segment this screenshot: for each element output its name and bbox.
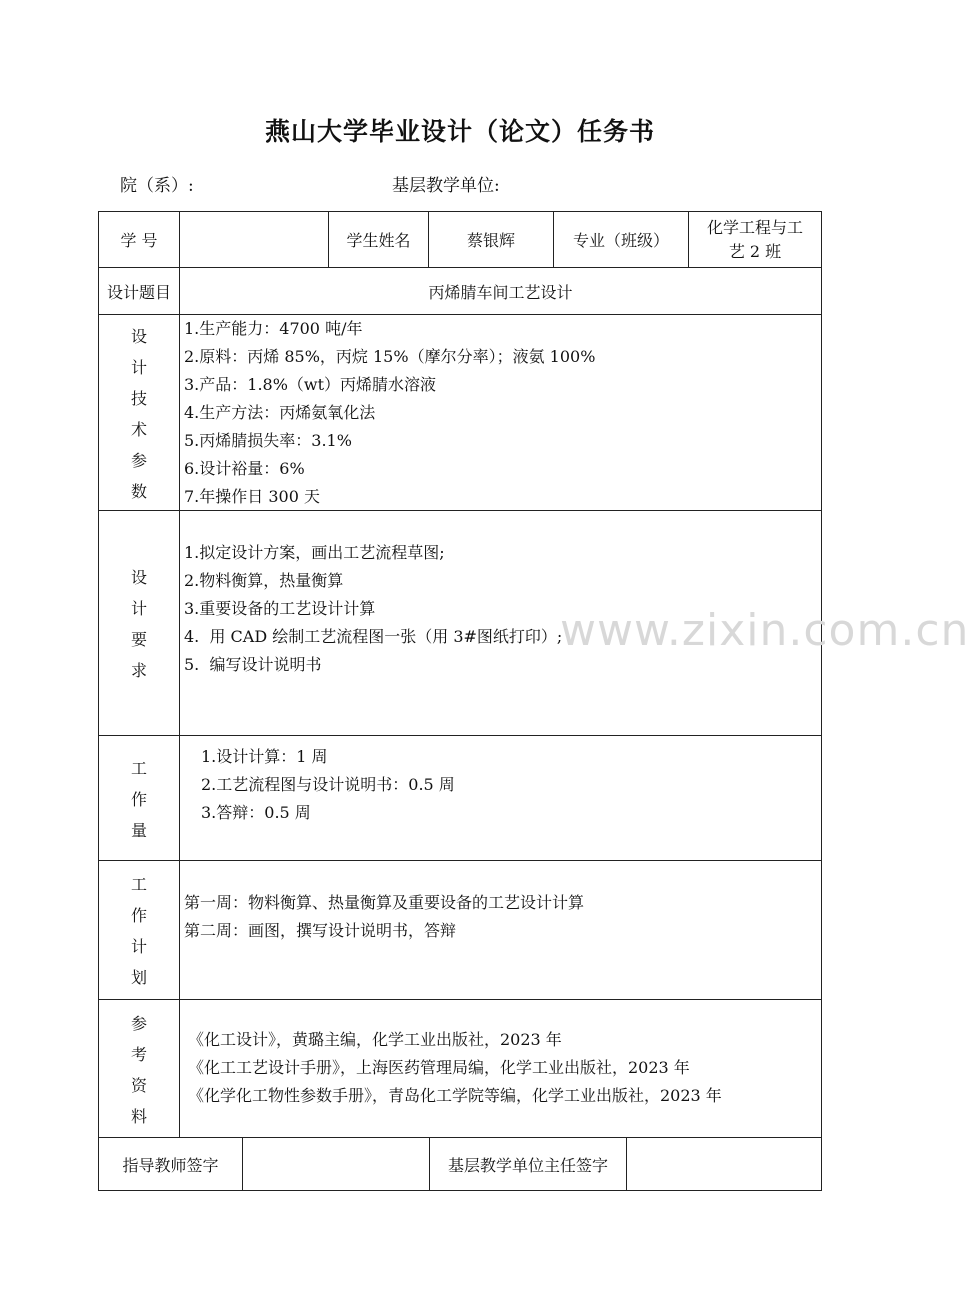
requirements-item: 1.拟定设计方案，画出工艺流程草图; [184, 543, 445, 562]
references-item: 《化工设计》，黄璐主编，化学工业出版社，2023 年 [188, 1030, 562, 1049]
params-item: 7.年操作日 300 天 [184, 487, 320, 506]
params-label-char: 技 [130, 388, 147, 408]
workload-label-char: 工 [130, 758, 147, 778]
references-item: 《化工工艺设计手册》，上海医药管理局编，化学工业出版社，2023 年 [188, 1058, 690, 1077]
plan-label-char: 划 [130, 968, 147, 987]
params-item: 5.丙烯腈损失率：3.1% [184, 431, 352, 450]
document-title: 燕山大学毕业设计（论文）任务书 [264, 117, 655, 146]
student-name-label: 学生姓名 [328, 211, 429, 268]
references-label-char: 考 [130, 1044, 147, 1064]
plan-item: 第一周：物料衡算、热量衡算及重要设备的工艺设计计算 [184, 893, 585, 912]
params-item: 1.生产能力：4700 吨/年 [184, 319, 363, 338]
params-label [98, 314, 180, 511]
topic-value: 丙烯腈车间工艺设计 [179, 267, 822, 315]
advisor-signature-field[interactable] [242, 1137, 430, 1191]
student-id-label: 学 号 [98, 211, 180, 268]
params-content [179, 314, 822, 511]
references-label-char: 参 [130, 1013, 147, 1033]
params-label-char: 数 [130, 481, 147, 501]
student-name-value: 蔡银辉 [428, 211, 554, 268]
requirements-label-char: 要 [130, 630, 147, 649]
requirements-item: 5. 编写设计说明书 [184, 655, 322, 674]
plan-label-char: 作 [130, 906, 147, 925]
director-signature-label: 基层教学单位主任签字 [429, 1137, 627, 1191]
params-item: 6.设计裕量：6% [184, 459, 305, 478]
references-content [179, 999, 822, 1138]
workload-label [98, 735, 180, 861]
params-label-char: 术 [130, 419, 147, 439]
requirements-item: 3.重要设备的工艺设计计算 [184, 599, 376, 618]
requirements-label-char: 计 [130, 599, 147, 618]
student-id-value[interactable] [179, 211, 329, 268]
plan-item: 第二周：画图，撰写设计说明书，答辩 [184, 921, 457, 940]
watermark: www.zixin.com.cn [560, 605, 969, 656]
workload-label-char: 作 [130, 789, 147, 809]
references-label [98, 999, 180, 1138]
workload-item: 1.设计计算：1 周 [201, 747, 328, 766]
department-label: 院（系）: [120, 176, 194, 196]
requirements-item: 2.物料衡算，热量衡算 [184, 571, 344, 590]
plan-label-char: 计 [130, 937, 147, 956]
params-item: 4.生产方法：丙烯氨氧化法 [184, 403, 376, 422]
workload-item: 3.答辩：0.5 周 [201, 803, 311, 822]
params-label-char: 计 [130, 357, 147, 377]
advisor-signature-label: 指导教师签字 [98, 1137, 243, 1191]
params-item: 3.产品：1.8%（wt）丙烯腈水溶液 [184, 375, 437, 394]
major-value-line-2: 艺 2 班 [728, 241, 782, 261]
director-signature-field[interactable] [626, 1137, 822, 1191]
workload-item: 2.工艺流程图与设计说明书：0.5 周 [201, 775, 455, 794]
requirements-item: 4. 用 CAD 绘制工艺流程图一张（用 3#图纸打印）; [184, 627, 563, 646]
params-label-char: 设 [130, 326, 147, 346]
references-label-char: 料 [130, 1106, 147, 1126]
workload-label-char: 量 [130, 820, 147, 840]
requirements-label-char: 求 [130, 661, 147, 680]
requirements-label-char: 设 [130, 568, 147, 587]
plan-content [179, 860, 822, 1000]
params-label-char: 参 [130, 450, 147, 470]
workload-content [179, 735, 822, 861]
plan-label [98, 860, 180, 1000]
references-item: 《化学化工物性参数手册》，青岛化工学院等编，化学工业出版社，2023 年 [188, 1086, 722, 1105]
unit-label: 基层教学单位: [392, 176, 500, 196]
params-item: 2.原料：丙烯 85%，丙烷 15%（摩尔分率）；液氨 100% [184, 347, 596, 366]
major-value [688, 211, 822, 268]
major-value-line-1: 化学工程与工 [706, 217, 803, 237]
requirements-label [98, 510, 180, 736]
topic-label: 设计题目 [98, 267, 180, 315]
references-label-char: 资 [130, 1075, 147, 1095]
major-label: 专业（班级） [553, 211, 689, 268]
plan-label-char: 工 [130, 875, 147, 894]
